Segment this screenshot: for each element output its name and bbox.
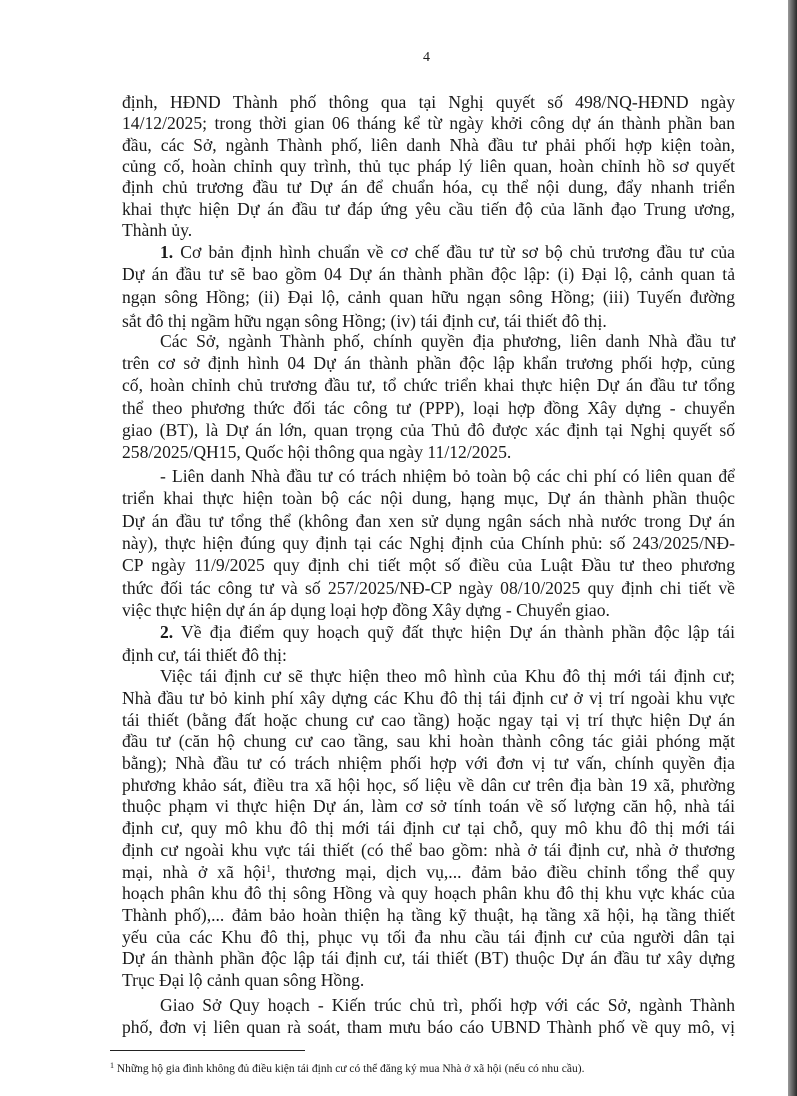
line-text: , thương mại, dịch vụ,... đảm bảo điều chỉnh tổng thể quy bbox=[271, 862, 735, 882]
text-line bbox=[122, 861, 735, 883]
text-line bbox=[122, 352, 735, 374]
line-text: tái thiết (bằng đất hoặc chung cư cao tầng) hoặc ngay tại vị trí thực hiện Dự án bbox=[122, 710, 735, 730]
line-text: Nhà đầu tư bỏ kinh phí xây dựng các Khu đô thị tái định cư ở vị trí ngoài khu vực bbox=[122, 688, 735, 708]
line-text: định, HĐND Thành phố thông qua tại Nghị quyết số 498/NQ-HĐND ngày bbox=[122, 92, 735, 112]
line-text: phương khảo sát, điều tra xã hội học, số liệu về dân cư trên địa bàn 19 xã, phường bbox=[122, 775, 735, 795]
text-line bbox=[160, 621, 735, 643]
line-text: Cơ bản định hình chuẩn về cơ chế đầu tư từ sơ bộ chủ trương đầu tư của bbox=[173, 242, 735, 262]
line-text: thể theo phương thức đối tác công tư (PPP), loại hợp đồng Xây dựng - chuyển bbox=[122, 398, 735, 418]
line-text: đầu tư (căn hộ chung cư cao tầng, sau khi hoàn thành công tác giải phóng mặt bbox=[122, 731, 735, 751]
line-text: Thành phố),... đảm bảo hoàn thiện hạ tầng kỹ thuật, hạ tầng xã hội, hạ tầng thiết bbox=[122, 905, 735, 925]
text-line bbox=[160, 665, 735, 687]
line-text: Dự án thành phần độc lập tái định cư, tái thiết (BT) thuộc Dự án đầu tư xây dựng bbox=[122, 948, 735, 968]
section-number: 1. bbox=[160, 242, 174, 262]
text-line bbox=[160, 465, 735, 487]
line-text: định cư ngoài khu vực tái thiết (có thể bao gồm: nhà ở tái định cư, nhà ở thương bbox=[122, 840, 735, 860]
line-text: Thành ủy. bbox=[122, 220, 193, 240]
line-text: thức đối tác công tư và số 257/2025/NĐ-CP ngày 08/10/2025 quy định chi tiết về bbox=[122, 578, 735, 598]
line-text: này), thực hiện đúng quy định tại các Nghị định của Chính phủ: số 243/2025/NĐ- bbox=[122, 533, 735, 553]
text-line bbox=[122, 774, 735, 796]
text-line bbox=[122, 599, 735, 621]
line-text: việc thực hiện dự án áp dụng loại hợp đồng Xây dựng - Chuyển giao. bbox=[122, 600, 610, 620]
text-line bbox=[122, 286, 735, 308]
line-text: Dự án đầu tư sẽ bao gồm 04 Dự án thành phần độc lập: (i) Đại lộ, cảnh quan tả bbox=[122, 264, 735, 284]
text-line bbox=[122, 198, 735, 220]
line-text: mại, nhà ở xã hội bbox=[122, 862, 267, 882]
line-text: Về địa điểm quy hoạch quỹ đất thực hiện Dự án thành phần độc lập tái bbox=[173, 622, 735, 642]
line-text: định chủ trương đầu tư Dự án để chuẩn hóa, cụ thể nội dung, đẩy nhanh triển bbox=[122, 177, 735, 197]
line-text: ngạn sông Hồng; (ii) Đại lộ, cảnh quan hữu ngạn sông Hồng; (iii) Tuyến đường bbox=[122, 287, 735, 307]
scan-border bbox=[788, 0, 797, 1096]
text-line bbox=[122, 397, 735, 419]
text-line bbox=[122, 374, 735, 396]
text-line bbox=[122, 112, 735, 134]
text-line bbox=[122, 1016, 735, 1038]
line-text: củng cố, hoàn chỉnh quy trình, thủ tục pháp lý liên quan, hoàn chỉnh hồ sơ quyết bbox=[122, 156, 735, 176]
line-text: triển khai thực hiện toàn bộ các nội dung, hạng mục, Dự án thành phần thuộc bbox=[122, 488, 735, 508]
text-line bbox=[160, 994, 735, 1016]
text-line bbox=[122, 487, 735, 509]
line-text: yếu của các Khu đô thị, phục vụ tối đa nhu cầu tái định cư của người dân tại bbox=[122, 927, 735, 947]
footnote-mark: 1 bbox=[110, 1061, 114, 1070]
text-line bbox=[122, 510, 735, 532]
text-line bbox=[122, 554, 735, 576]
footnote-separator bbox=[110, 1050, 305, 1051]
line-text: khai thực hiện Dự án đầu tư đáp ứng yêu cầu tiến độ của lãnh đạo Trung ương, bbox=[122, 199, 735, 219]
text-line bbox=[122, 882, 735, 904]
text-line bbox=[122, 577, 735, 599]
text-line bbox=[122, 969, 735, 991]
line-text: Trục Đại lộ cảnh quan sông Hồng. bbox=[122, 970, 365, 990]
text-line bbox=[122, 134, 735, 156]
text-line bbox=[122, 904, 735, 926]
text-line bbox=[122, 839, 735, 861]
line-text: định cư, tái thiết đô thị: bbox=[122, 645, 287, 665]
line-text: sắt đô thị ngầm hữu ngạn sông Hồng; (iv) tái định cư, tái thiết đô thị. bbox=[122, 311, 607, 331]
line-text: Giao Sở Quy hoạch - Kiến trúc chủ trì, phối hợp với các Sở, ngành Thành bbox=[160, 995, 735, 1015]
text-line bbox=[122, 441, 735, 463]
text-line bbox=[122, 310, 735, 332]
text-line bbox=[122, 752, 735, 774]
text-line bbox=[122, 532, 735, 554]
footnote bbox=[110, 1061, 584, 1075]
line-text: Các Sở, ngành Thành phố, chính quyền địa phương, liên danh Nhà đầu tư bbox=[160, 331, 735, 351]
text-line bbox=[122, 644, 735, 666]
text-line bbox=[122, 926, 735, 948]
text-line bbox=[122, 687, 735, 709]
text-line bbox=[122, 263, 735, 285]
line-text: giao (BT), là Dự án lớn, quan trọng của Thủ đô được xác định tại Nghị quyết số bbox=[122, 420, 735, 440]
line-text: bằng); Nhà đầu tư có trách nhiệm phối hợp với đơn vị tư vấn, chính quyền địa bbox=[122, 753, 735, 773]
text-line bbox=[122, 91, 735, 113]
text-line bbox=[122, 730, 735, 752]
section-number: 2. bbox=[160, 622, 174, 642]
line-text: thuộc phạm vi thực hiện Dự án, làm cơ sở tính toán về số lượng căn hộ, nhà tái bbox=[122, 796, 735, 816]
text-line bbox=[122, 419, 735, 441]
line-text: - Liên danh Nhà đầu tư có trách nhiệm bỏ toàn bộ các chi phí có liên quan để bbox=[160, 466, 735, 486]
line-text: 14/12/2025; trong thời gian 06 tháng kể từ ngày khởi công dự án thành phần ban bbox=[122, 113, 735, 133]
line-text: cố, hoàn chỉnh chủ trương đầu tư, tổ chức triển khai thực hiện Dự án đầu tư tổng bbox=[122, 375, 735, 395]
footnote-reference: 1 bbox=[266, 864, 272, 875]
text-line bbox=[160, 330, 735, 352]
text-line bbox=[122, 176, 735, 198]
footnote-text: Những hộ gia đình không đủ điều kiện tái định cư có thể đăng ký mua Nhà ở xã hội (nếu có nhu cầu). bbox=[114, 1063, 585, 1075]
line-text: 258/2025/QH15, Quốc hội thông qua ngày 11/12/2025. bbox=[122, 442, 512, 462]
text-line bbox=[122, 709, 735, 731]
text-line bbox=[160, 241, 735, 263]
line-text: trên cơ sở định hình 04 Dự án thành phần độc lập khẩn trương phối hợp, củng bbox=[122, 353, 735, 373]
text-line bbox=[122, 947, 735, 969]
line-text: hoạch phân khu đô thị sông Hồng và quy hoạch phân khu đô thị khu vực khác của bbox=[122, 883, 735, 903]
line-text: phố, đơn vị liên quan rà soát, tham mưu báo cáo UBND Thành phố về quy mô, vị bbox=[122, 1017, 735, 1037]
line-text: Việc tái định cư sẽ thực hiện theo mô hình của Khu đô thị mới tái định cư; bbox=[160, 666, 735, 686]
text-line bbox=[122, 817, 735, 839]
line-text: định cư, quy mô khu đô thị mới tái định cư tại chỗ, quy mô khu đô thị mới tái bbox=[122, 818, 735, 838]
line-text: CP ngày 11/9/2025 quy định chi tiết một số điều của Luật Đầu tư theo phương bbox=[122, 555, 735, 575]
text-line bbox=[122, 795, 735, 817]
line-text: đầu, các Sở, ngành Thành phố, liên danh Nhà đầu tư phải phối hợp kiện toàn, bbox=[122, 135, 735, 155]
line-text: Dự án đầu tư tổng thể (không đan xen sử dụng ngân sách nhà nước trong Dự án bbox=[122, 511, 735, 531]
page-number: 4 bbox=[423, 50, 430, 65]
text-line bbox=[122, 155, 735, 177]
text-line bbox=[122, 219, 735, 241]
